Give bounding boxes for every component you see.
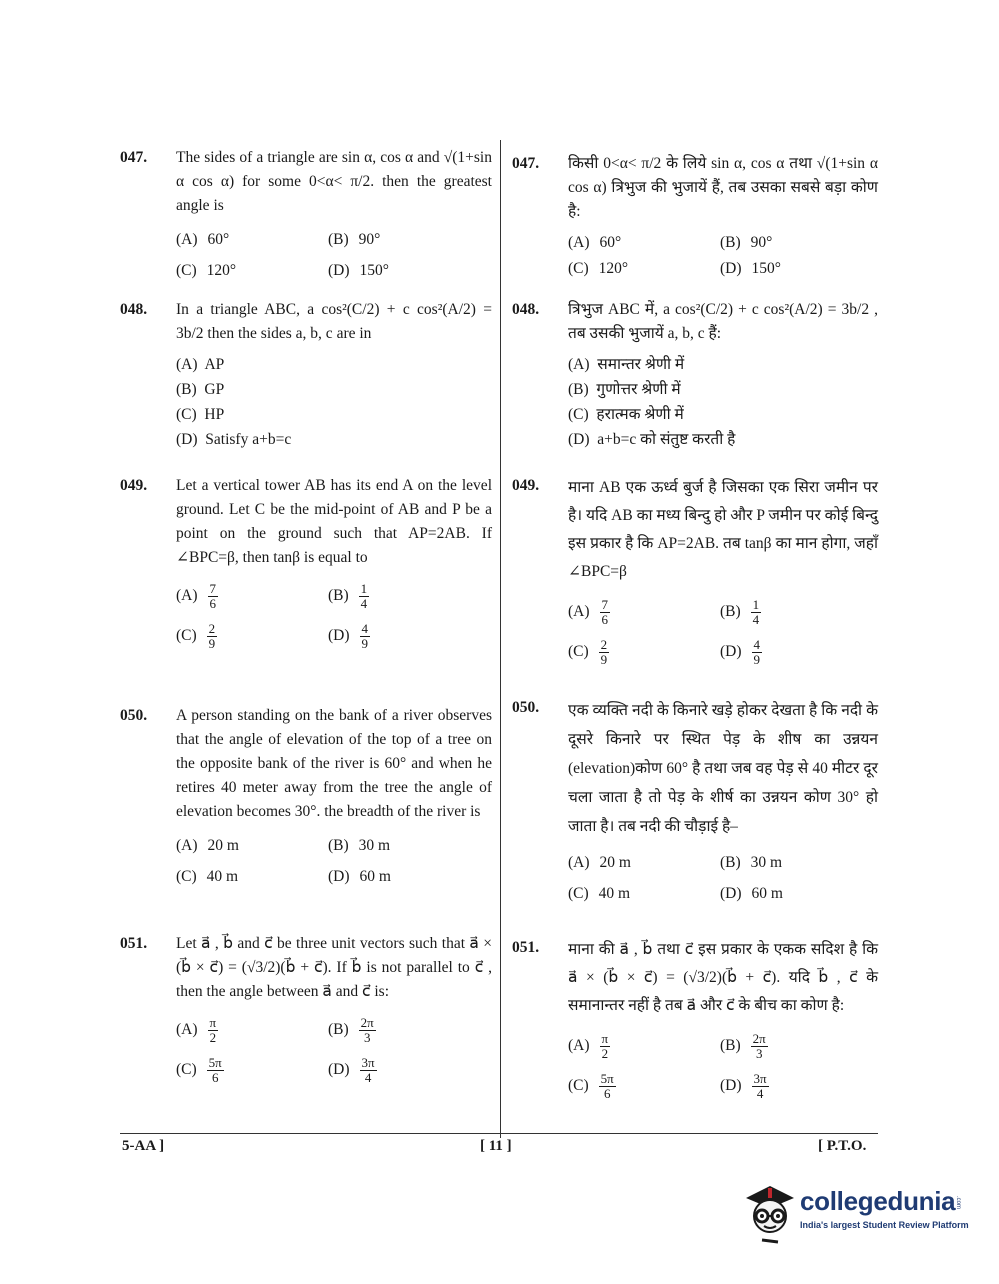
options xyxy=(176,352,492,452)
fraction: $\frac{5\pi}{6}$ xyxy=(208,1054,222,1085)
option-d: (D) $\frac{3\pi}{4}$ xyxy=(720,1070,767,1101)
option-c: (C) $\frac{5\pi}{6}$ xyxy=(176,1054,222,1085)
question-number: 049. xyxy=(512,477,540,494)
question-text: In a triangle ABC, a cos²(C/2) + c cos²(A/2) = 3b/2 then the sides a, b, c are in xyxy=(176,301,492,342)
option-c: (C) $\frac{2}{9}$ xyxy=(568,636,608,667)
option-a: (A) $\frac{7}{6}$ xyxy=(568,596,609,627)
options xyxy=(176,1010,492,1090)
question-number: 048. xyxy=(120,301,148,318)
option-c: (C) HP xyxy=(176,406,225,423)
option-a: (A) $\frac{\pi}{2}$ xyxy=(568,1030,609,1061)
fraction: $\frac{2}{9}$ xyxy=(600,636,608,667)
question-text: माना AB एक ऊर्ध्व बुर्ज है जिसका एक सिरा जमीन पर है। यदि AB का मध्य बिन्दु हो और P जमीन पर कोई बिन्दु इस प्रकार है कि AP=2AB. तब tanβ का मान होगा, जहाँ ∠BPC=β xyxy=(568,479,878,580)
question-text: Let a vertical tower AB has its end A on the level ground. Let C be the mid-point of AB and P be a point on the ground such that AP=2AB. If ∠BPC=β, then tanβ is equal to xyxy=(176,477,492,566)
option-d: (D) a+b=c को संतुष्ट करती है xyxy=(568,431,736,448)
question-text: किसी 0<α< π/2 के लिये sin α, cos α तथा √(1+sin α cos α) त्रिभुज की भुजायें हैं, तब उसका सबसे बड़ा कोण है: xyxy=(568,155,878,220)
option-a: (A) AP xyxy=(176,356,225,373)
option-a: (A) 60° xyxy=(568,234,622,251)
option-d: (D) 150° xyxy=(328,261,389,279)
question-number: 050. xyxy=(512,699,540,716)
option-b: (B) गुणोत्तर श्रेणी में xyxy=(568,381,681,398)
option-d: (D) $\frac{3\pi}{4}$ xyxy=(328,1054,375,1085)
fraction: $\frac{2}{9}$ xyxy=(208,620,216,651)
mascot-icon xyxy=(740,1180,798,1248)
fraction: $\frac{4}{9}$ xyxy=(753,636,761,667)
logo-tagline: India's largest Student Review Platform xyxy=(800,1220,969,1230)
option-b: (B) 30 m xyxy=(720,853,783,871)
question-number: 051. xyxy=(120,935,148,952)
option-c: (C) 40 m xyxy=(176,867,239,885)
option-a: (A) 20 m xyxy=(568,853,631,871)
option-c: (C) 40 m xyxy=(568,884,631,902)
pto-label: [ P.T.O. xyxy=(818,1138,867,1154)
option-c: (C) $\frac{5\pi}{6}$ xyxy=(568,1070,614,1101)
column-divider xyxy=(500,140,501,1138)
fraction: $\frac{\pi}{2}$ xyxy=(601,1030,609,1061)
question-text: माना की a⃗ , b⃗ तथा c⃗ इस प्रकार के एकक सदिश है कि a⃗ × (b⃗ × c⃗) = (√3/2)(b⃗ + c⃗). यदि b⃗ , c⃗ के समानान्तर नहीं है तब a⃗ और c⃗ के बीच का कोण है: xyxy=(568,941,878,1014)
options xyxy=(568,847,878,909)
fraction: $\frac{2\pi}{3}$ xyxy=(360,1014,374,1045)
question-048-en xyxy=(120,298,492,452)
option-c: (C) $\frac{2}{9}$ xyxy=(176,620,216,651)
question-number: 049. xyxy=(120,477,148,494)
options xyxy=(568,1026,878,1106)
question-number: 050. xyxy=(120,707,148,724)
option-b: (B) $\frac{1}{4}$ xyxy=(328,580,368,611)
options xyxy=(568,592,878,672)
fraction: $\frac{2\pi}{3}$ xyxy=(752,1030,766,1061)
option-a: (A) समान्तर श्रेणी में xyxy=(568,356,685,373)
footer-code: 5-AA ] xyxy=(122,1138,165,1154)
question-number: 047. xyxy=(512,155,540,172)
question-text: The sides of a triangle are sin α, cos α and √(1+sin α cos α) for some 0<α< π/2. then the greatest angle is xyxy=(176,149,492,214)
question-050-en xyxy=(120,704,492,892)
option-b: (B) 90° xyxy=(328,230,381,248)
option-d: (D) $\frac{4}{9}$ xyxy=(328,620,369,651)
fraction: $\frac{3\pi}{4}$ xyxy=(753,1070,767,1101)
option-b: (B) $\frac{2\pi}{3}$ xyxy=(720,1030,766,1061)
fraction: $\frac{7}{6}$ xyxy=(601,596,609,627)
fraction: $\frac{7}{6}$ xyxy=(209,580,217,611)
option-c: (C) 120° xyxy=(568,260,629,277)
option-a: (A) 60° xyxy=(176,230,230,248)
question-050-hi xyxy=(512,696,878,909)
option-c: (C) 120° xyxy=(176,261,237,279)
fraction: $\frac{1}{4}$ xyxy=(360,580,368,611)
option-d: (D) 150° xyxy=(720,260,781,277)
question-text: Let a⃗ , b⃗ and c⃗ be three unit vectors such that a⃗ × (b⃗ × c⃗) = (√3/2)(b⃗ + c⃗). If b⃗ is not parallel to c⃗ , then the angle between a⃗ and c⃗ is: xyxy=(176,935,492,1000)
option-a: (A) $\frac{7}{6}$ xyxy=(176,580,217,611)
question-text: A person standing on the bank of a river observes that the angle of elevation of the top of a tree on the opposite bank of the river is 60° and when he retires 40 meter away from the tree the angle of elevation becomes 30°. the breadth of the river is xyxy=(176,707,492,820)
question-text: एक व्यक्ति नदी के किनारे खड़े होकर देखता है कि नदी के दूसरे किनारे पर स्थित पेड़ के शीष का उन्नयन (elevation)कोण 60° है तथा जब वह पेड़ से 40 मीटर दूर चला जाता है तो पेड़ के शीर्ष का उन्नयन कोण 30° हो जाता है। तब नदी की चौड़ाई है– xyxy=(568,702,878,835)
collegedunia-logo xyxy=(740,1180,969,1250)
fraction: $\frac{4}{9}$ xyxy=(361,620,369,651)
logo-wordmark: collegedunia xyxy=(800,1186,956,1216)
question-047-en xyxy=(120,146,492,286)
options xyxy=(568,230,878,282)
options xyxy=(568,352,878,452)
option-b: (B) 30 m xyxy=(328,836,391,854)
option-b: (B) GP xyxy=(176,381,225,398)
question-047-hi xyxy=(512,152,878,282)
options xyxy=(176,576,492,656)
fraction: $\frac{3\pi}{4}$ xyxy=(361,1054,375,1085)
question-number: 051. xyxy=(512,939,540,956)
footer-rule xyxy=(120,1133,878,1134)
option-d: (D) Satisfy a+b=c xyxy=(176,431,292,448)
option-c: (C) हरात्मक श्रेणी में xyxy=(568,406,684,423)
options xyxy=(176,830,492,892)
question-048-hi xyxy=(512,298,878,452)
question-051-hi xyxy=(512,936,878,1106)
options xyxy=(176,224,492,286)
option-b: (B) $\frac{2\pi}{3}$ xyxy=(328,1014,374,1045)
option-d: (D) 60 m xyxy=(720,884,783,902)
option-a: (A) 20 m xyxy=(176,836,239,854)
question-text: त्रिभुज ABC में, a cos²(C/2) + c cos²(A/2) = 3b/2 , तब उसकी भुजायें a, b, c हैं: xyxy=(568,301,878,342)
fraction: $\frac{1}{4}$ xyxy=(752,596,760,627)
option-a: (A) $\frac{\pi}{2}$ xyxy=(176,1014,217,1045)
question-051-en xyxy=(120,932,492,1090)
option-b: (B) $\frac{1}{4}$ xyxy=(720,596,760,627)
fraction: $\frac{\pi}{2}$ xyxy=(209,1014,217,1045)
question-049-hi xyxy=(512,474,878,672)
fraction: $\frac{5\pi}{6}$ xyxy=(600,1070,614,1101)
question-049-en xyxy=(120,474,492,656)
logo-domain: .com xyxy=(955,1196,961,1210)
option-b: (B) 90° xyxy=(720,234,773,251)
page-number: [ 11 ] xyxy=(480,1138,512,1154)
option-d: (D) 60 m xyxy=(328,867,391,885)
question-number: 048. xyxy=(512,301,540,318)
option-d: (D) $\frac{4}{9}$ xyxy=(720,636,761,667)
question-number: 047. xyxy=(120,149,148,166)
